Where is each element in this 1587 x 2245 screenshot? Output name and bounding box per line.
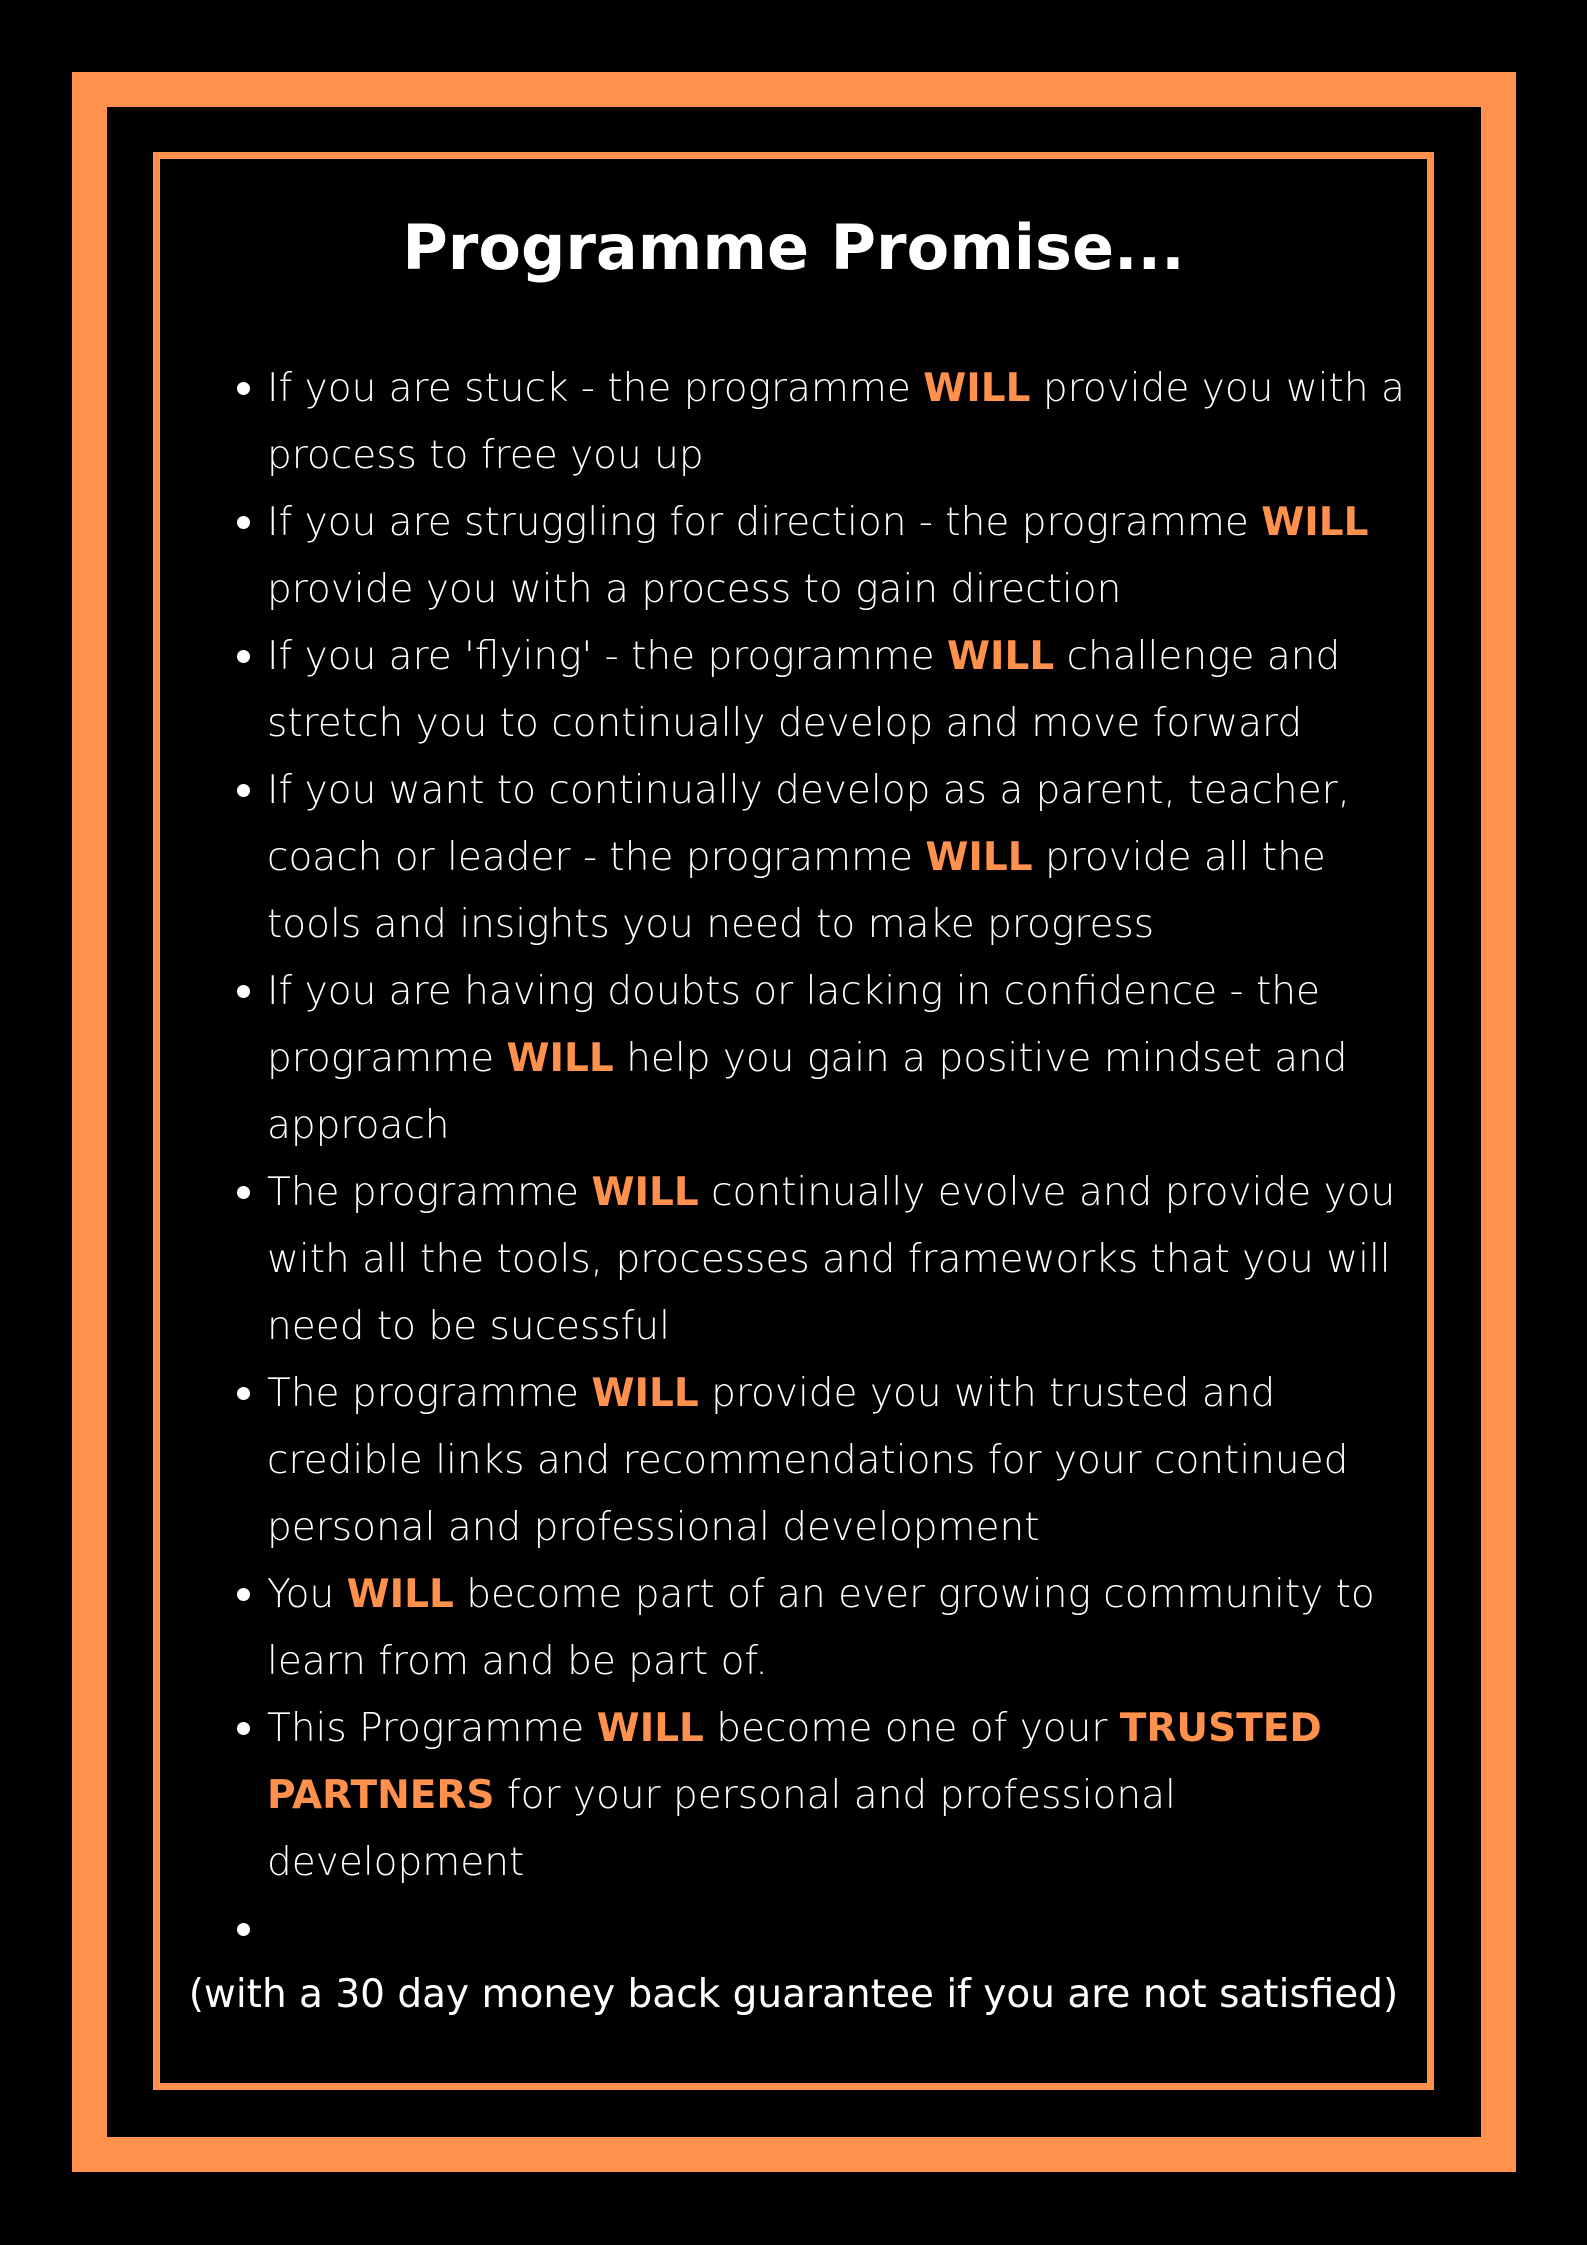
- item-text: become one of your: [703, 1706, 1120, 1751]
- list-item: [267, 355, 1417, 489]
- item-highlight: TRUSTED PARTNERS: [267, 1706, 1322, 1818]
- item-highlight: WILL: [1261, 500, 1369, 545]
- item-highlight: WILL: [596, 1706, 704, 1751]
- item-highlight: WILL: [925, 835, 1033, 880]
- item-text: provide you with trusted and credible links and recommendations for your continued personal and professional development: [267, 1371, 1349, 1550]
- item-highlight: WILL: [506, 1036, 614, 1081]
- item-text: for your personal and professional development: [267, 1773, 1176, 1885]
- list-item: [267, 623, 1417, 757]
- item-text: provide you with a process to gain direction: [267, 567, 1122, 612]
- item-highlight: WILL: [946, 634, 1055, 679]
- item-highlight: WILL: [591, 1371, 699, 1416]
- item-highlight: WILL: [346, 1572, 454, 1617]
- item-text: provide all the tools and insights you need to make progress: [267, 835, 1326, 947]
- list-item: [267, 1159, 1417, 1360]
- list-item: [267, 757, 1417, 958]
- item-text: You: [267, 1572, 347, 1617]
- item-text: become part of an ever growing community to learn from and be part of.: [267, 1572, 1375, 1684]
- guarantee-note: (with a 30 day money back guarantee if you are not satisfied): [188, 1972, 1399, 2017]
- item-text: The programme: [267, 1371, 592, 1416]
- item-text: provide you with a process to free you up: [267, 366, 1405, 478]
- item-text: help you gain a positive mindset and approach: [267, 1036, 1348, 1148]
- list-item-empty: [267, 1896, 1417, 1963]
- promise-list: [267, 355, 1417, 1963]
- page-title: Programme Promise...: [402, 211, 1185, 284]
- item-text: continually evolve and provide you with all the tools, processes and frameworks that you will need to be sucessful: [267, 1170, 1396, 1349]
- item-text: challenge and stretch you to continually develop and move forward: [267, 634, 1341, 746]
- item-text: If you are 'flying' - the programme: [267, 634, 947, 679]
- list-item: [267, 489, 1417, 623]
- list-item: [267, 1561, 1417, 1695]
- list-item: [267, 958, 1417, 1159]
- item-text: If you are stuck - the programme: [267, 366, 924, 411]
- item-text: This Programme: [267, 1706, 597, 1751]
- list-item: [267, 1360, 1417, 1561]
- item-text: If you are having doubts or lacking in confidence - the programme: [267, 969, 1321, 1081]
- item-text: The programme: [267, 1170, 592, 1215]
- list-item: [267, 1695, 1417, 1896]
- item-highlight: WILL: [591, 1170, 699, 1215]
- item-text: If you want to continually develop as a parent, teacher, coach or leader - the programme: [267, 768, 1351, 880]
- item-highlight: WILL: [923, 366, 1031, 411]
- item-text: If you are struggling for direction - the programme: [267, 500, 1262, 545]
